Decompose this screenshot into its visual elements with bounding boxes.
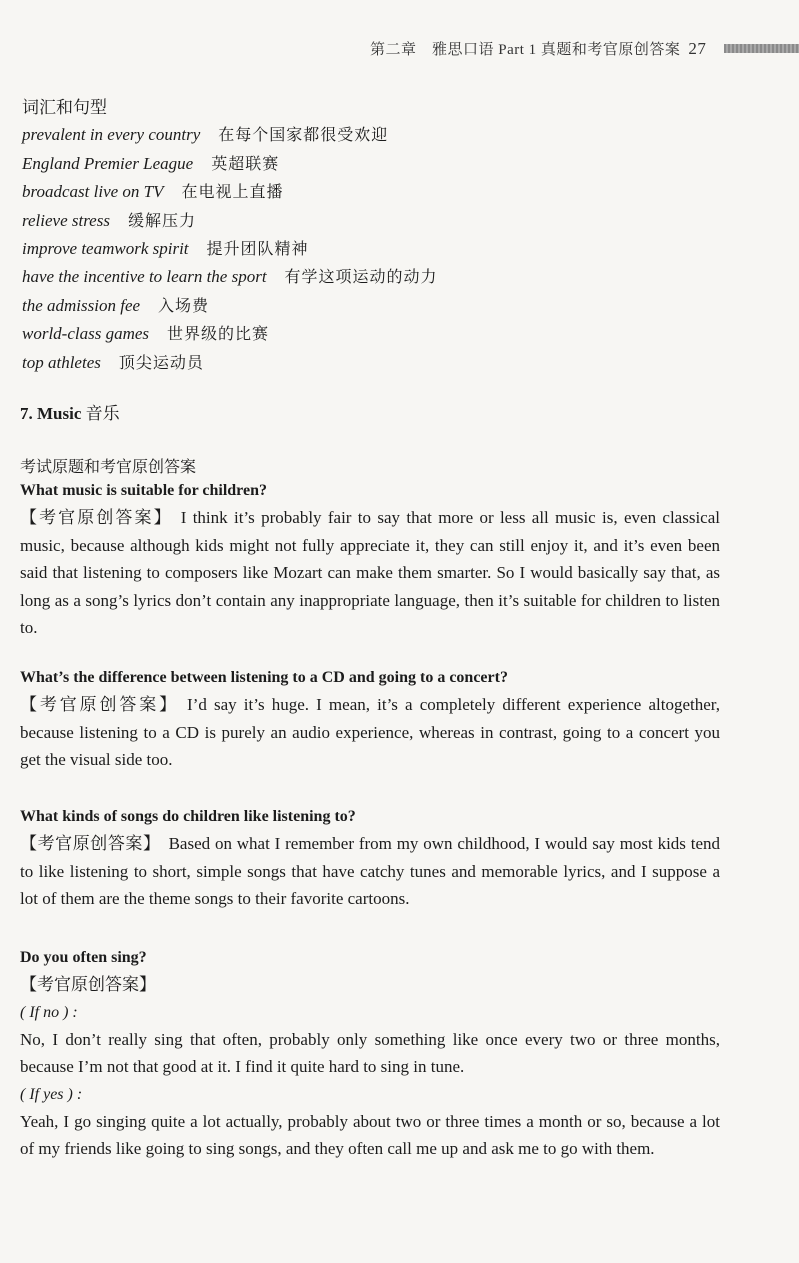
vocab-item: world-class games 世界级的比赛 [22, 324, 270, 344]
vocabulary-block [22, 94, 438, 377]
answer-tag: 【考官原创答案】 [20, 508, 173, 527]
if-yes-label: ( If yes ) : [20, 1085, 83, 1103]
if-no-answer: No, I don’t really sing that often, probably only something like once every two or three months, because I’m not that good at it. I find it quite hard to sing in tune. [20, 1029, 720, 1076]
qa-block [20, 665, 720, 774]
vocab-item: the admission fee 入场费 [22, 295, 210, 315]
chapter-title: 第二章 雅思口语 Part 1 真题和考官原创答案 [370, 42, 681, 58]
qa-block [20, 478, 720, 642]
question: What’s the difference between listening to a CD and going to a concert? [20, 669, 508, 686]
page-number: 27 [688, 39, 707, 58]
vocab-item: improve teamwork spirit 提升团队精神 [22, 239, 309, 259]
vocab-item: relieve stress 缓解压力 [22, 210, 196, 230]
answer-tag: 【考官原创答案】 [20, 834, 161, 853]
answer: 【考官原创答案】 I think it’s probably fair to say that more or less all music is, even classical music, because although kids might not fully appreciate it, they can still enjoy it, and it’s even been said that listening to composers like Mozart can make them smarter. So I would basically say that, as long as a song’s lyrics don’t contain any inappropriate language, then it’s suitable for children to listen to. [20, 508, 720, 637]
vocabulary-heading: 词汇和句型 [22, 98, 107, 117]
answer: 【考官原创答案】 Based on what I remember from my own childhood, I would say most kids tend to like listening to short, simple songs that have catchy tunes and memorable lyrics, and I suppose a lot of them are the theme songs to their favorite cartoons. [20, 834, 721, 908]
qa-block [20, 804, 720, 913]
section-title-en: 7. Music [20, 404, 82, 423]
answer: 【考官原创答案】 I’d say it’s huge. I mean, it’s a completely different experience altogether, because listening to a CD is purely an audio experience, whereas in contrast, going to a concert you get the visual side too. [20, 695, 720, 769]
question: What music is suitable for children? [20, 482, 267, 499]
answer-tag: 【考官原创答案】 [20, 695, 180, 714]
vocab-item: have the incentive to learn the sport 有学这项运动的动力 [22, 267, 438, 287]
vocab-item: prevalent in every country 在每个国家都很受欢迎 [22, 125, 389, 145]
vocab-item: top athletes 顶尖运动员 [22, 352, 204, 372]
section-intro: 考试原题和考官原创答案 [20, 459, 197, 476]
qa-block [20, 945, 720, 1163]
header-decoration-bar [724, 44, 799, 53]
section-title-zh: 音乐 [85, 404, 120, 423]
if-no-label: ( If no ) : [20, 1003, 78, 1021]
if-yes-answer: Yeah, I go singing quite a lot actually, probably about two or three times a month or so, because a lot of my friends like going to sing songs, and they often call me up and ask me to go with them. [20, 1111, 720, 1158]
page-header [370, 38, 706, 59]
vocab-item: broadcast live on TV 在电视上直播 [22, 182, 284, 202]
question: Do you often sing? [20, 949, 147, 966]
answer-tag: 【考官原创答案】 [20, 975, 156, 994]
vocab-item: England Premier League 英超联赛 [22, 153, 280, 173]
section-title [20, 399, 120, 424]
question: What kinds of songs do children like listening to? [20, 808, 356, 825]
